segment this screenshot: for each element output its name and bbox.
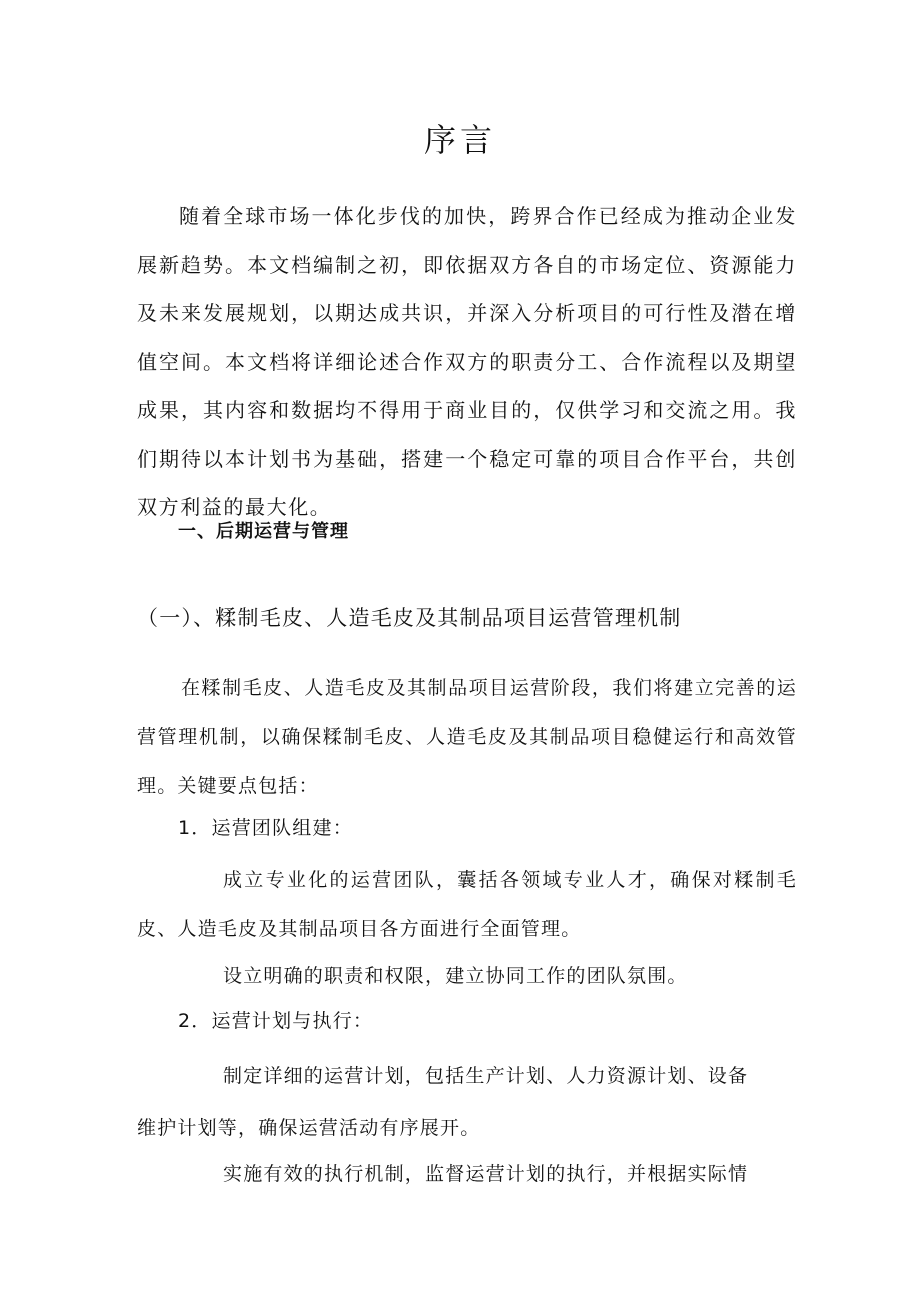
list-item-title-plan: 2．运营计划与执行： [178,1010,374,1032]
list-item-title-team: 1．运营团队组建： [178,817,353,839]
intro-paragraph: 在糅制毛皮、人造毛皮及其制品项目运营阶段，我们将建立完善的运营管理机制，以确保糅制毛皮、人造毛皮及其制品项目稳健运行和高效管理。关键要点包括： [137,677,797,797]
list-item-paragraph: 制定详细的运营计划，包括生产计划、人力资源计划、设备维护计划等，确保运营活动有序展开。 [137,1065,749,1139]
subsection-heading: （一）、糅制毛皮、人造毛皮及其制品项目运营管理机制 [137,606,682,630]
section-heading: 一、后期运营与管理 [178,521,349,542]
preface-paragraph: 随着全球市场一体化步伐的加快，跨界合作已经成为推动企业发展新趋势。本文档编制之初，即依据双方各自的市场定位、资源能力及未来发展规划，以期达成共识，并深入分析项目的可行性及潜在增值空间。本文档将详细论述合作双方的职责分工、合作流程以及期望成果，其内容和数据均不得用于商业目的，仅供学习和交流之用。我们期待以本计划书为基础，搭建一个稳定可靠的项目合作平台，共创双方利益的最大化。 [137,204,797,519]
list-item-paragraph: 设立明确的职责和权限，建立协同工作的团队氛围。 [223,965,688,987]
list-item-paragraph: 成立专业化的运营团队，囊括各领域专业人才，确保对糅制毛皮、人造毛皮及其制品项目各方面进行全面管理。 [137,869,797,940]
list-item-paragraph: 实施有效的执行机制，监督运营计划的执行，并根据实际情 [223,1163,749,1185]
document-title: 序言 [423,121,496,159]
